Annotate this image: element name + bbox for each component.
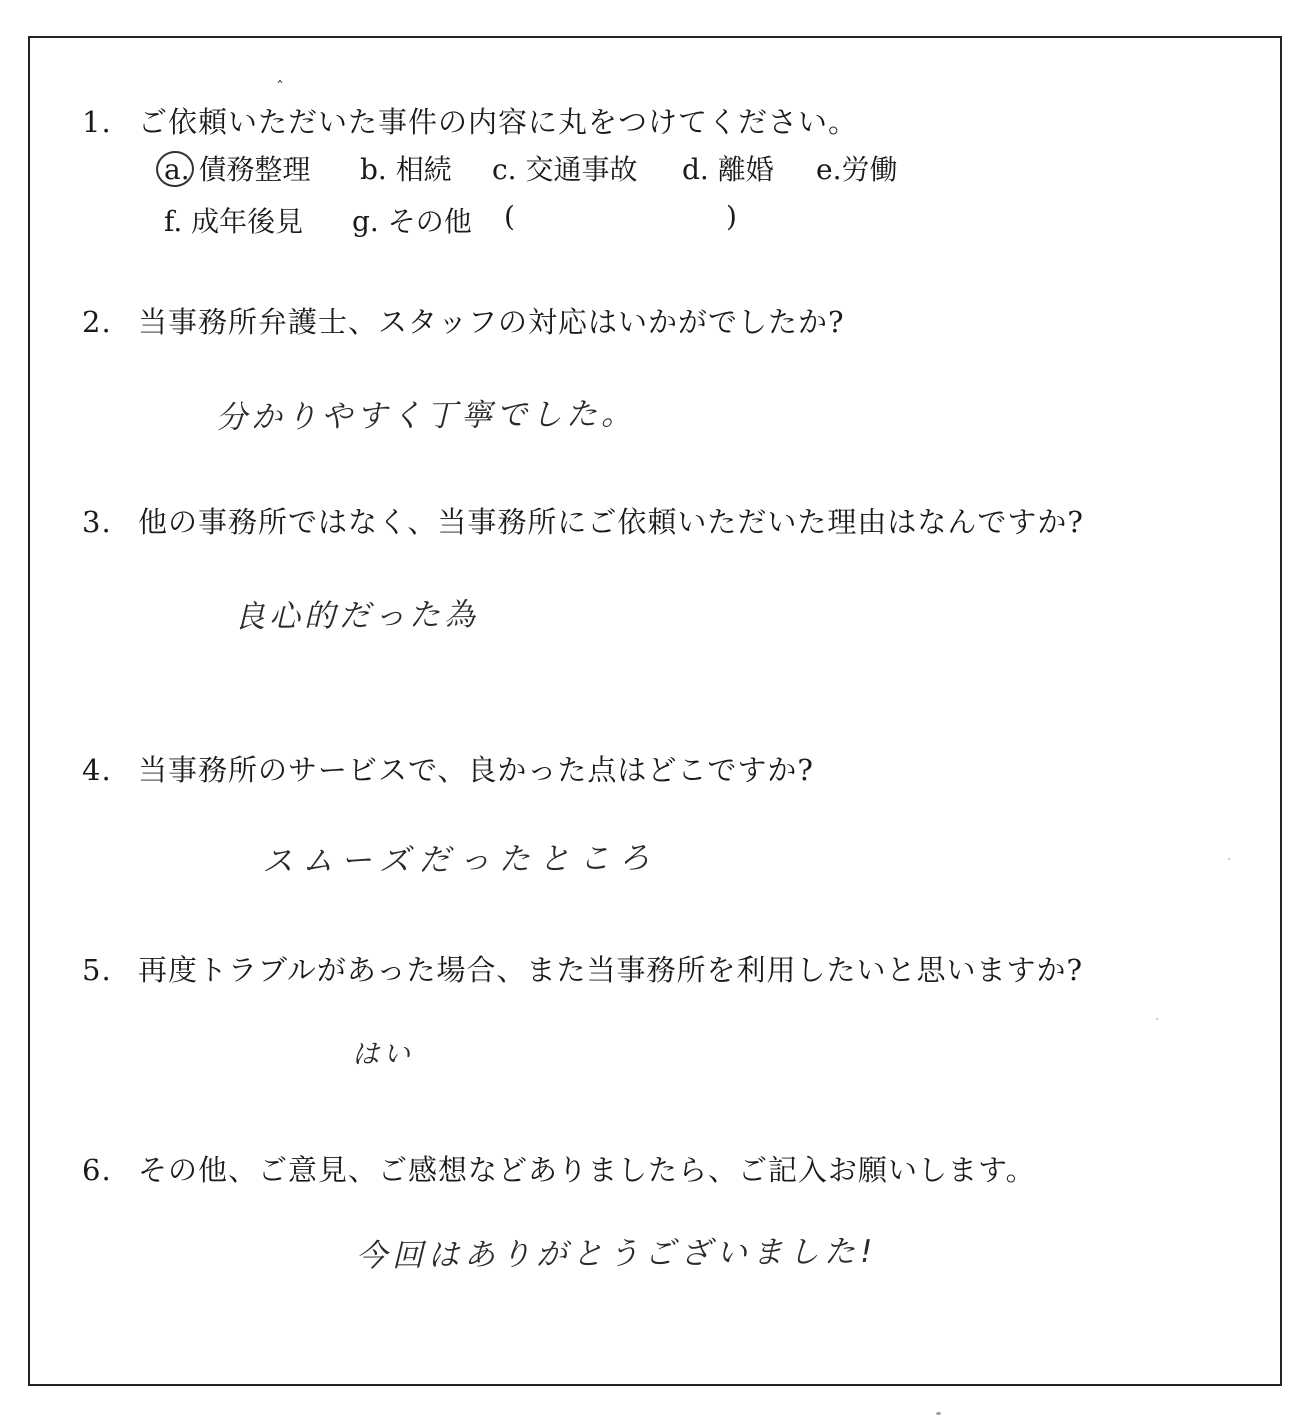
question-4	[82, 748, 814, 789]
option-label: 成年後見	[191, 205, 304, 238]
option-label: 離婚	[717, 153, 774, 186]
option-a	[164, 148, 311, 188]
question-number: 2.	[82, 305, 112, 339]
option-key: b.	[360, 153, 387, 186]
option-d	[682, 148, 774, 188]
answer-5: はい	[351, 1038, 415, 1071]
question-text: ご依頼いただいた事件の内容に丸をつけてください。	[138, 105, 859, 139]
option-label: 債務整理	[198, 153, 311, 186]
answer-6: 今回はありがとうございました!	[355, 1233, 878, 1275]
question-number: 5.	[82, 953, 112, 987]
option-e	[816, 148, 898, 188]
option-b	[360, 148, 452, 188]
scan-speck	[936, 1412, 941, 1415]
scan-speck	[1156, 1018, 1158, 1020]
option-f	[164, 200, 303, 240]
scan-speck	[1228, 858, 1230, 860]
question-text: 当事務所弁護士、スタッフの対応はいかがでしたか?	[138, 305, 845, 339]
survey-sheet	[28, 36, 1282, 1386]
other-close-paren: )	[726, 200, 737, 233]
question-number: 1.	[82, 105, 112, 139]
option-key: d.	[682, 153, 709, 186]
question-text: 他の事務所ではなく、当事務所にご依頼いただいた理由はなんですか?	[138, 505, 1084, 539]
option-g	[352, 200, 472, 240]
question-number: 4.	[82, 753, 112, 787]
option-label: 交通事故	[525, 153, 638, 186]
option-key: g.	[352, 205, 379, 238]
option-label: 相続	[395, 153, 452, 186]
option-c	[492, 148, 638, 188]
answer-3: 良心的だった為	[233, 596, 480, 636]
option-key: a.	[164, 153, 190, 186]
question-number: 3.	[82, 505, 112, 539]
question-number: 6.	[82, 1153, 112, 1187]
option-key: f.	[164, 205, 183, 238]
question-5	[82, 948, 1083, 989]
question-2	[82, 300, 845, 341]
answer-2: 分かりやすく丁寧でした。	[215, 396, 637, 436]
option-key: e.	[816, 153, 842, 186]
option-label: その他	[387, 205, 472, 238]
question-text: 当事務所のサービスで、良かった点はどこですか?	[138, 753, 814, 787]
question-text: 再度トラブルがあった場合、また当事務所を利用したいと思いますか?	[138, 953, 1084, 987]
answer-4: スムーズだったところ	[261, 840, 660, 880]
question-6	[82, 1148, 1036, 1189]
option-key: c.	[492, 153, 517, 186]
option-label: 労働	[841, 153, 898, 186]
handwritten-insert-mark: ˆ	[276, 78, 284, 97]
question-text: その他、ご意見、ご感想などありましたら、ご記入お願いします。	[138, 1153, 1036, 1187]
other-open-paren: (	[504, 200, 515, 233]
question-1	[82, 100, 858, 141]
question-3	[82, 500, 1084, 541]
